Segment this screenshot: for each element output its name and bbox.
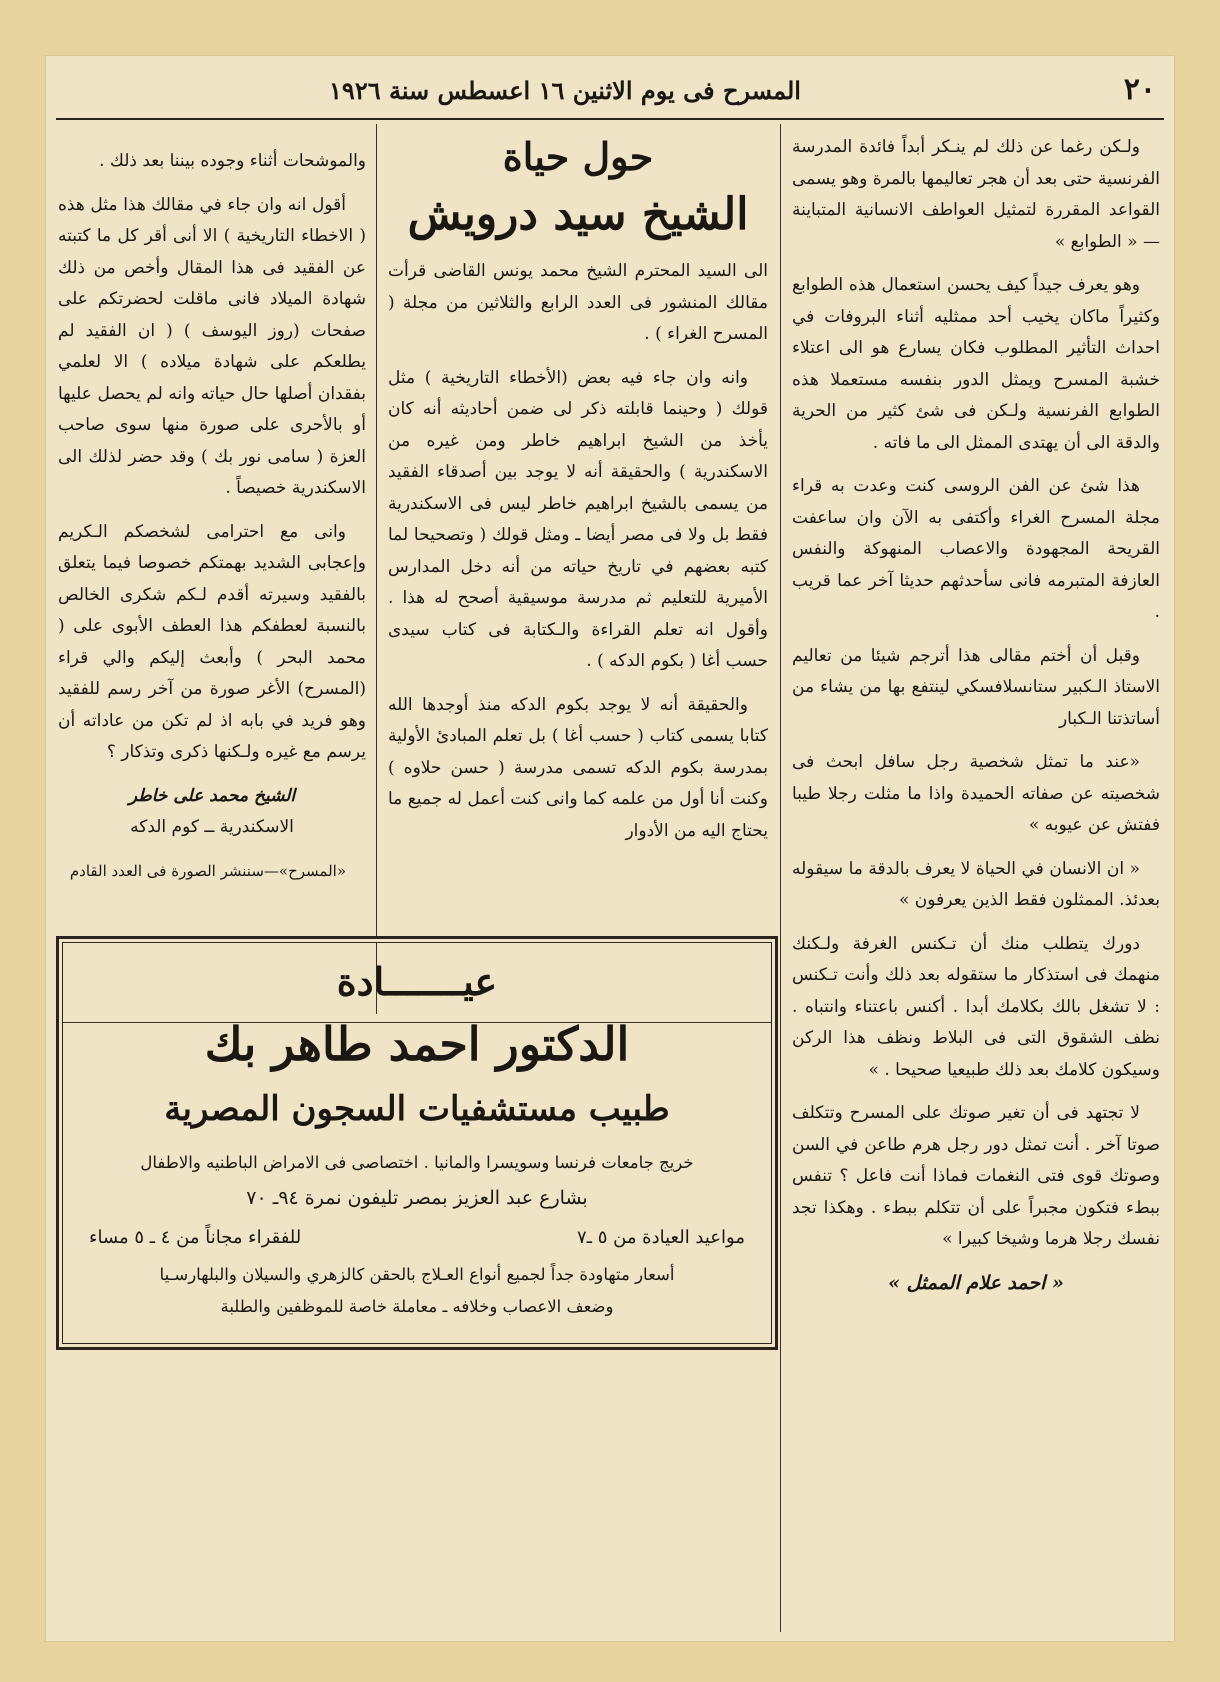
- left-signature-place: الاسكندرية ــ كوم الدكه: [130, 817, 294, 837]
- article-title-line1: حول حياة: [502, 134, 654, 179]
- ad-doctor-title: طبيب مستشفيات السجون المصرية: [164, 1089, 670, 1129]
- right-column: [792, 132, 1160, 1311]
- right-quote: «عند ما تمثل شخصية رجل سافل ابحث فى شخصيته عن صفاته الحميدة واذا ما مثلت رجلا طيبا ففتش عن عيوبه »: [792, 752, 1160, 835]
- middle-paragraph: والحقيقة أنه لا يوجد بكوم الدكه منذ أوجدها الله كتابا يسمى كتاب ( حسب أغا ) بل تعلم المبادئ الأولية بمدرسة بكوم الدكه تسمى مدرسة ( حسن حلاوه ) وكنت أنا أول من علمه كما وانى كنت أعمل له جميع ما يحتاج اليه من الأدوار: [388, 694, 768, 841]
- middle-paragraph: وانه وان جاء فيه بعض (الأخطاء التاريخية ) مثل قولك ( وحينما قابلته ذكر لى ضمن أحاديثه أنه كان يأخذ من الشيخ ابراهيم خاطر ومن غيره من الاسكندرية ) والحقيقة أنه لا يوجد بين أصدقاء الفقيد من يسمى بالشيخ ابراهيم خاطر ليس فى الاسكندرية فقط بل ولا فى مصر أيضا ـ ومثل قولك ( وتصحيحا لما كتبه بعضهم في تاريخ حياته من أنه دخل المدارس الأميرية للتعليم ثم مدرسة موسيقية أصحح له هذا . وأقول انه تعلم القراءة والـكتابة فى كتاب سيدى حسب أغا ( بكوم الدكه ) .: [388, 367, 768, 671]
- ad-hours: مواعيد العيادة من ٥ ـ٧: [577, 1227, 745, 1248]
- header-rule: [56, 118, 1164, 120]
- left-paragraph: وانى مع احترامى لشخصكم الـكريم وإعجابى الشديد بهمتكم خصوصا فيما يتعلق بالفقيد وسيرته أقدم لـكم شكرى الخالص بالنسبة لعطفكم هذا العطف الأبوى على ( محمد البحر ) وأبعث إليكم والي قراء (المسرح) الأغر صورة من آخر رسم للفقيد وهو فريد في بابه اذ لم تكن من عاداته أن يرسم مع غيره ولـكنها ذكرى وتذكار ؟: [58, 521, 366, 762]
- ad-address: بشارع عبد العزيز بمصر تليفون نمرة ٩٤ـ ٧٠: [246, 1187, 588, 1209]
- right-paragraph: وقبل أن أختم مقالى هذا أترجم شيئا من تعاليم الاستاذ الـكبير ستانسلافسكي لينتفع بها من يشاء من أساتذتنا الـكبار: [792, 645, 1160, 729]
- right-quote: « ان الانسان في الحياة لا يعرف بالدقة ما سيقوله بعدئذ. الممثلون فقط الذين يعرفون »: [792, 858, 1160, 910]
- ad-prices-line1: أسعار متهاودة جداً لجميع أنواع العـلاج بالحقن كالزهري والسيلان والبلهارسـيا: [159, 1265, 675, 1284]
- left-signature-name: الشيخ محمد على خاطر: [128, 785, 296, 806]
- page-number: ٢٠: [1123, 72, 1156, 107]
- left-paragraph: أقول انه وان جاء في مقالك هذا مثل هذه ( الاخطاء التاريخية ) الا أنى أقر كل ما كتبته عن الفقيد فى هذا المقال وأخص من ذلك شهادة الميلاد فانى ماقلت لحضرتكم على صفحات (روز اليوسف ) ( ان الفقيد لم يطلعكم على شهادة ميلاده ) الا لعلمي بفقدان أصلها حال حياته وانه لم يحصل عليها أو بالأحرى على صورة منها سوى صاحب العزة ( سامى نور بك ) وقد حضر لذلك الى الاسكندرية خصيصاً .: [58, 194, 366, 498]
- page-header-title: المسرح فى يوم الاثنين ١٦ اعسطس سنة ١٩٢٦: [329, 76, 801, 105]
- article-title-line2: الشيخ سيد درويش: [407, 189, 749, 240]
- ad-heading: عيـــــــادة: [336, 959, 498, 1004]
- ad-free-hours: للفقراء مجاناً من ٤ ـ ٥ مساء: [89, 1227, 302, 1248]
- newspaper-page: [46, 56, 1174, 1641]
- ad-prices-line2: وضعف الاعصاب وخلافه ـ معاملة خاصة للموظفين والطلبة: [220, 1297, 614, 1316]
- ad-qualifications: خريج جامعات فرنسا وسويسرا والمانيا . اختصاصى فى الامراض الباطنيه والاطفال: [140, 1153, 694, 1172]
- ad-hours-row: [89, 1227, 745, 1248]
- right-paragraph: وهو يعرف جيداً كيف يحسن استعمال هذه الطوابع وكثيراً ماكان يخيب أحد ممثليه أثناء البروفات في احداث التأثير المطلوب فكان يسارع هو الى اعتلاء خشبة المسرح ويمثل الدور بنفسه مستعملا هذه الطوابع الفرنسية ولـكن فى شئ كثير من الحرية والدقة الى أن يهتدى الممثل الى ما فاته .: [792, 275, 1160, 453]
- right-quote: دورك يتطلب منك أن تـكنس الغرفة ولـكنك منهمك فى استذكار ما ستقوله بعد ذلك وأنت تـكنس : لا تشغل بالك بكلامك أبدا . أكنس باعتناء وانتباه . نظف الشقوق التى فى البلاط ونظف هذا الركن وسيكون كلامك بعد ذلك طبيعيا صحيحا . »: [792, 933, 1160, 1080]
- right-paragraph: هذا شئ عن الفن الروسى كنت وعدت به قراء مجلة المسرح الغراء وأكتفى به الآن وان ساعفت القريحة المجهودة والاعصاب المنهوكة والنفس العازفة المتبرمه فانى سأحدثهم حديثا آخر عما قريب .: [792, 476, 1160, 622]
- ad-doctor-name: الدكتور احمد طاهر بك: [204, 1017, 630, 1071]
- column-divider-left: [376, 124, 377, 1014]
- left-paragraph: والموشحات أثناء وجوده بيننا بعد ذلك .: [99, 151, 366, 171]
- right-paragraph: ولـكن رغما عن ذلك لم ينـكر أبداً فائدة المدرسة الفرنسية حتى بعد أن هجر تعاليمها بالمرة وهو يسمى القواعد المقررة لتمثيل العواطف الانسانية المتباينة — « الطوابع »: [792, 137, 1160, 252]
- right-signature: « احمد علام الممثل »: [888, 1271, 1064, 1294]
- middle-column: [388, 256, 768, 859]
- clinic-advertisement: [56, 936, 778, 1350]
- editor-note: «المسرح»—سننشر الصورة فى العدد القادم: [69, 861, 346, 880]
- left-column: [58, 146, 366, 899]
- column-divider-right: [780, 124, 781, 1632]
- middle-paragraph: الى السيد المحترم الشيخ محمد يونس القاضى قرأت مقالك المنشور فى العدد الرابع والثلاثين من مجلة ( المسرح الغراء ) .: [388, 261, 768, 344]
- right-quote: لا تجتهد فى أن تغير صوتك على المسرح وتتكلف صوتا آخر . أنت تمثل دور رجل هرم طاعن في السن وصوتك قوى فتى النغمات فماذا أنت فاعل ؟ تنفس ببطء فتكون مجبراً على أن تتكلم ببطء . وهكذا تجد نفسك رجلا هرما وشيخا كبيرا »: [792, 1103, 1160, 1249]
